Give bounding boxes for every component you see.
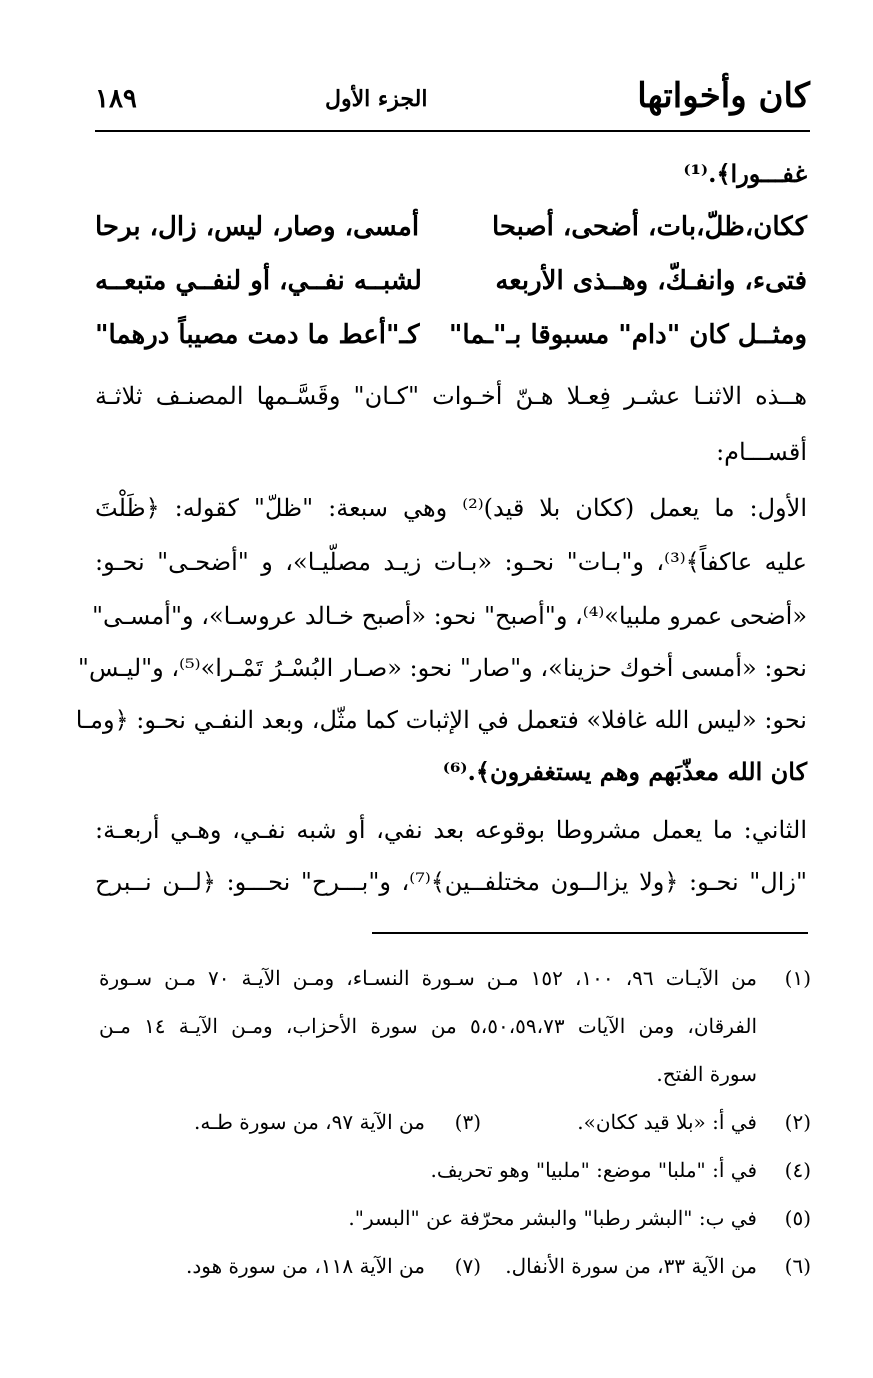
header-rule <box>95 130 810 132</box>
footnote-text: الفرقان، ومن الآيات ٥،٥٠،٥٩،٧٣ من سورة الأحزاب، ومـن الآيـة ١٤ مـن <box>99 1014 758 1038</box>
footnote-text: من الآية ٣٣، من سورة الأنفال. <box>505 1254 757 1278</box>
body-line: نحو: «ليس الله غافلا» فتعمل في الإثبات كما مثّل، وبعد النفـي نحـو: ﴿ومـا <box>75 706 807 734</box>
footnote-text: من الآية ٩٧، من سورة طـه. <box>194 1110 425 1134</box>
footnote-number: (١) <box>784 966 811 990</box>
verse-line <box>95 266 807 306</box>
chapter-title: كان وأخواتها <box>637 76 810 116</box>
body-line: أقســـام: <box>716 438 807 466</box>
verse-hemistich: لشبــه نفــي، أو لنفــي متبعــه <box>95 266 422 296</box>
verse-hemistich: ككان،ظلّ،بات، أضحى، أصبحا <box>491 212 807 242</box>
body-line: غفـــورا﴾.⁽¹⁾ <box>683 159 807 188</box>
footnote-number: (٦) <box>784 1254 811 1278</box>
body-line: "زال" نحـو: ﴿ولا يزالــون مختلفــين﴾⁽⁷⁾، و"بـــرح" نحـــو: ﴿لــن نــبرح <box>95 868 807 896</box>
body-line: الأول: ما يعمل (ككان بلا قيد)⁽²⁾ وهي سبعة: "ظلّ" كقوله: ﴿ظَلْتَ <box>95 494 808 522</box>
verse-hemistich: فتىء، وانفـكّ، وهــذى الأربعه <box>495 266 807 296</box>
footnote-text: من الآيـات ٩٦، ١٠٠، ١٥٢ مـن سـورة النسـاء، ومـن الآيـة ٧٠ مـن سـورة <box>99 966 758 990</box>
page-header <box>95 76 810 124</box>
footnote-text: في ب: "البشر رطبا" والبشر محرّفة عن "البسر". <box>348 1206 757 1230</box>
body-line: هــذه الاثنـا عشـر فِعـلا هـنّ أخـوات "كـان" وقَسَّـمها المصنـف ثلاثـة <box>95 382 807 410</box>
body-line: الثاني: ما يعمل مشروطا بوقوعه بعد نفي، أو شبه نفـي، وهـي أربعـة: <box>95 816 807 844</box>
footnote-number: (٤) <box>784 1158 811 1182</box>
part-label: الجزء الأول <box>325 86 428 112</box>
footnote-text: سورة الفتح. <box>656 1062 757 1086</box>
footnote-number: (٥) <box>784 1206 811 1230</box>
footnote-text: من الآية ١١٨، من سورة هود. <box>186 1254 425 1278</box>
body-line: «أضحى عمرو ملبيا»⁽⁴⁾، و"أصبح" نحو: «أصبح خـالد عروسـا»، و"أمسـى" <box>91 602 807 630</box>
verse-line <box>95 320 807 360</box>
verse-line <box>95 212 807 252</box>
footnote-rule <box>372 932 808 934</box>
footnote-number: (٧) <box>454 1254 481 1278</box>
verse-hemistich: ومثــل كان "دام" مسبوقا بـ"ـما" <box>448 320 807 350</box>
verse-hemistich: أمسى، وصار، ليس، زال، برحا <box>95 212 420 242</box>
page-number: ١٨٩ <box>95 84 137 114</box>
footnote-text: في أ: "ملبا" موضع: "ملبيا" وهو تحريف. <box>430 1158 757 1182</box>
body-line: نحو: «أمسى أخوك حزينا»، و"صار" نحو: «صـار البُسْـرُ تَمْـرا»⁽⁵⁾، و"ليـس" <box>77 654 807 682</box>
footnote-number: (٢) <box>784 1110 811 1134</box>
verse-hemistich: كـ"أعط ما دمت مصيباً درهما" <box>95 320 420 350</box>
footnote-text: في أ: «بلا قيد ككان». <box>577 1110 757 1134</box>
footnote-number: (٣) <box>454 1110 481 1134</box>
body-line: كان الله معذّبَهم وهم يستغفرون﴾.⁽⁶⁾ <box>442 757 807 786</box>
body-line: عليه عاكفاً﴾⁽³⁾، و"بـات" نحـو: «بـات زيـد مصلّيـا»، و "أضحـى" نحـو: <box>95 548 807 576</box>
